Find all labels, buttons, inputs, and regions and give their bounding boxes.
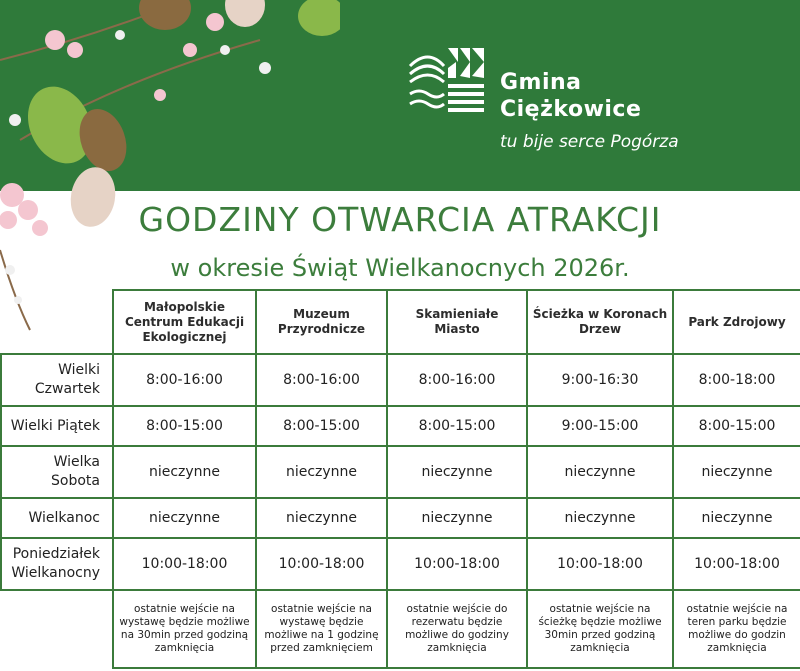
table-header-row	[1, 290, 800, 354]
table-row	[1, 538, 800, 590]
hours-cell: nieczynne	[256, 498, 387, 538]
column-header: Muzeum Przyrodnicze	[256, 290, 387, 354]
hours-cell: 10:00-18:00	[387, 538, 527, 590]
hours-cell: 10:00-18:00	[256, 538, 387, 590]
hours-cell: nieczynne	[673, 446, 800, 498]
column-header: Ścieżka w Koronach Drzew	[527, 290, 673, 354]
hours-cell: nieczynne	[256, 446, 387, 498]
row-day-label: Wielka Sobota	[1, 446, 113, 498]
page-subtitle: w okresie Świąt Wielkanocnych 2026r.	[170, 254, 630, 282]
hours-cell: nieczynne	[387, 446, 527, 498]
note-cell: ostatnie wejście na teren parku będzie możliwe do godzin zamknięcia	[673, 590, 800, 668]
table-row	[1, 406, 800, 446]
column-header: Skamieniałe Miasto	[387, 290, 527, 354]
gmina-logo-icon	[408, 48, 490, 120]
hours-cell: nieczynne	[113, 446, 256, 498]
row-day-label: Wielki Piątek	[1, 406, 113, 446]
hours-cell: 8:00-15:00	[673, 406, 800, 446]
column-header: Małopolskie Centrum Edukacji Ekologicznej	[113, 290, 256, 354]
page-title: GODZINY OTWARCIA ATRAKCJI	[138, 200, 662, 239]
brand-name-line1: Gmina	[500, 70, 582, 95]
notes-row	[1, 590, 800, 668]
notes-row-blank	[1, 590, 113, 668]
brand-name-line2: Ciężkowice	[500, 97, 642, 122]
hours-cell: 8:00-18:00	[673, 354, 800, 406]
schedule-table	[0, 289, 800, 669]
row-day-label: Wielkanoc	[1, 498, 113, 538]
row-day-label: Wielki Czwartek	[1, 354, 113, 406]
hours-cell: nieczynne	[113, 498, 256, 538]
note-cell: ostatnie wejście na wystawę będzie możliwe na 1 godzinę przed zamknięciem	[256, 590, 387, 668]
hours-cell: 8:00-15:00	[256, 406, 387, 446]
hours-cell: nieczynne	[673, 498, 800, 538]
hours-cell: 9:00-16:30	[527, 354, 673, 406]
hours-cell: 8:00-15:00	[387, 406, 527, 446]
hours-cell: nieczynne	[387, 498, 527, 538]
hours-cell: nieczynne	[527, 498, 673, 538]
hours-cell: 8:00-15:00	[113, 406, 256, 446]
column-header: Park Zdrojowy	[673, 290, 800, 354]
table-row	[1, 446, 800, 498]
note-cell: ostatnie wejście na ścieżkę będzie możliwe 30min przed godziną zamknięcia	[527, 590, 673, 668]
hours-cell: 10:00-18:00	[527, 538, 673, 590]
hours-cell: 9:00-15:00	[527, 406, 673, 446]
brand-tagline: tu bije serce Pogórza	[500, 132, 679, 152]
row-day-label: Poniedziałek Wielkanocny	[1, 538, 113, 590]
note-cell: ostatnie wejście na wystawę będzie możliwe na 30min przed godziną zamknięcia	[113, 590, 256, 668]
hours-cell: 10:00-18:00	[113, 538, 256, 590]
hours-cell: 10:00-18:00	[673, 538, 800, 590]
table-row	[1, 498, 800, 538]
hours-cell: 8:00-16:00	[387, 354, 527, 406]
hours-cell: nieczynne	[527, 446, 673, 498]
note-cell: ostatnie wejście do rezerwatu będzie możliwe do godziny zamknięcia	[387, 590, 527, 668]
table-corner	[1, 290, 113, 354]
hours-cell: 8:00-16:00	[256, 354, 387, 406]
table-row	[1, 354, 800, 406]
hours-cell: 8:00-16:00	[113, 354, 256, 406]
